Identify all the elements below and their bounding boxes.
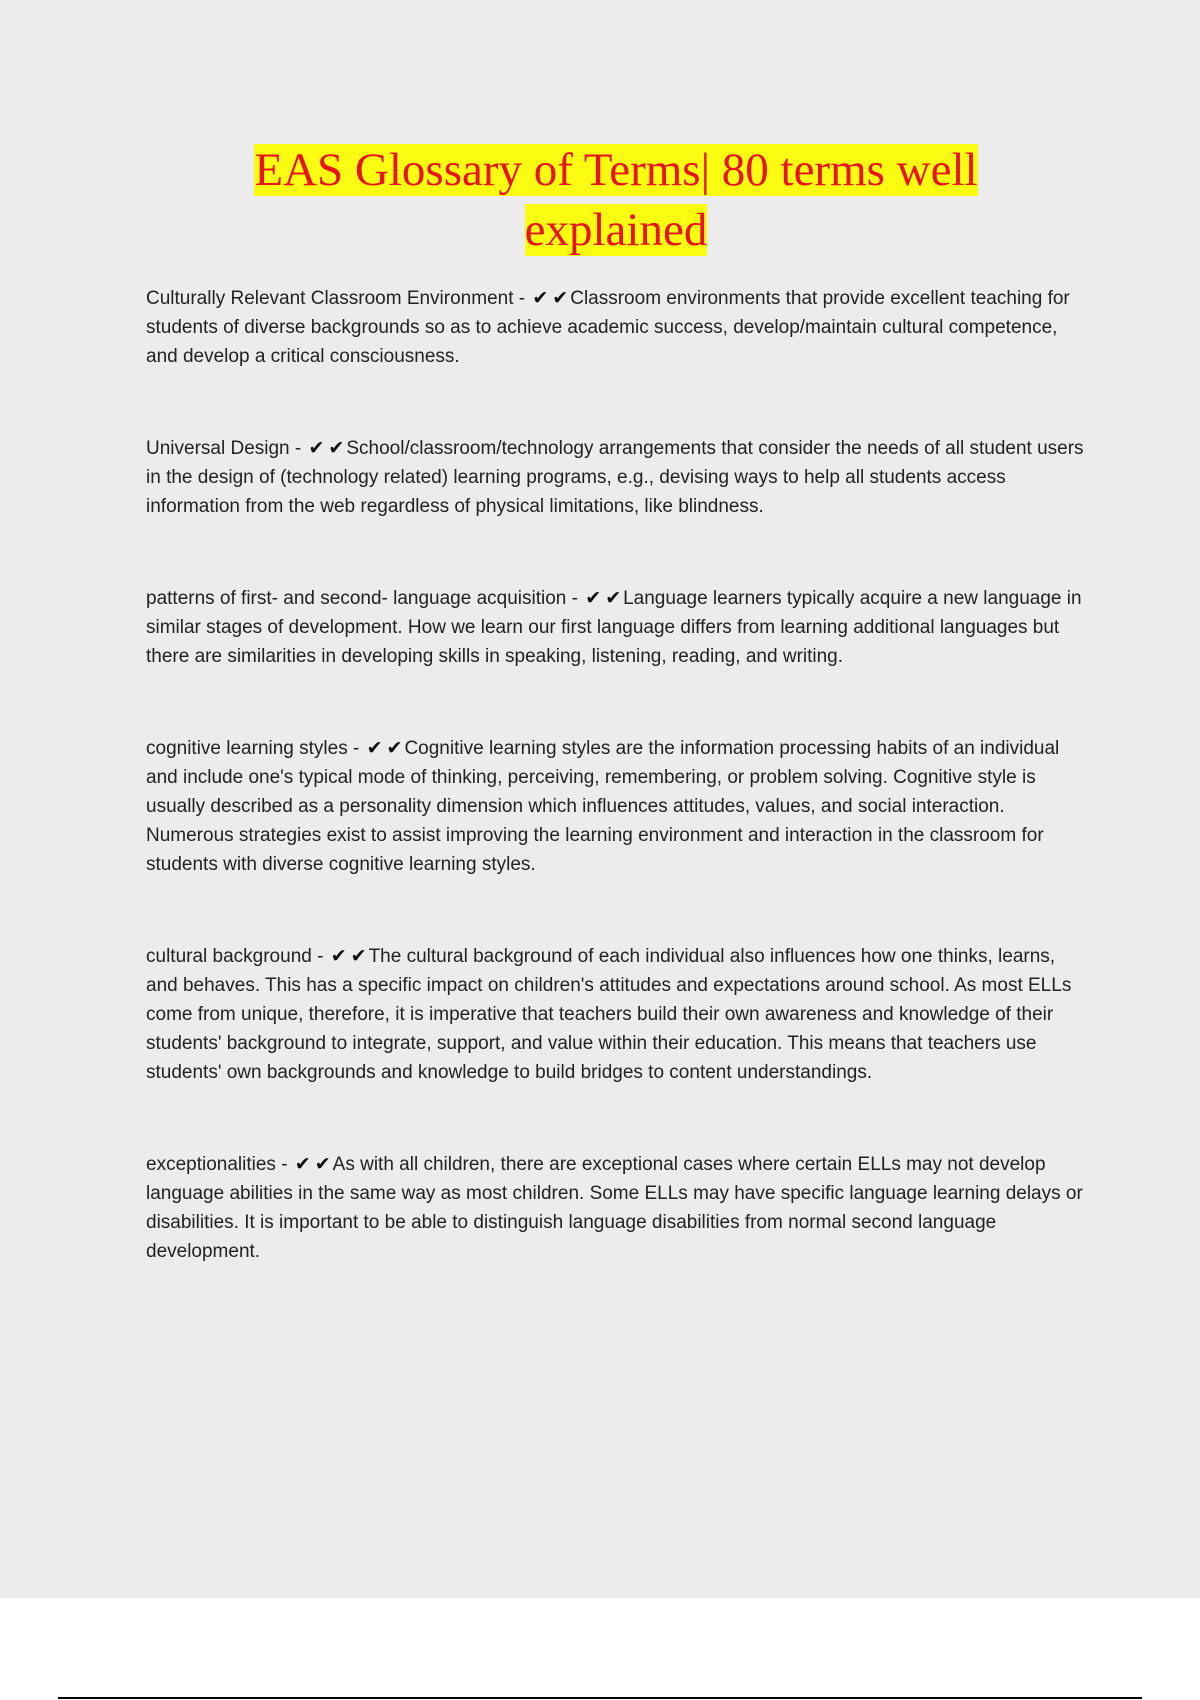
check-icon: ✔ <box>552 288 569 309</box>
check-icon: ✔ <box>330 946 347 967</box>
glossary-entries <box>146 284 1086 1329</box>
glossary-entry <box>146 942 1086 1087</box>
glossary-entry <box>146 1150 1086 1266</box>
entry-definition: Language learners typically acquire a new language in similar stages of development. How we learn our first language differs from learning additional languages but there are similarities in developing skills in speaking, listening, reading, and writing. <box>146 588 1082 667</box>
title-line-2: explained <box>524 204 708 256</box>
entry-term: cognitive learning styles - <box>146 738 365 759</box>
entry-term: cultural background - <box>146 946 329 967</box>
check-icon: ✔ <box>605 588 622 609</box>
check-icon: ✔ <box>314 1154 331 1175</box>
check-icon: ✔ <box>585 588 602 609</box>
glossary-entry <box>146 284 1086 371</box>
check-icon: ✔ <box>532 288 549 309</box>
glossary-entry <box>146 734 1086 879</box>
entry-definition: Cognitive learning styles are the information processing habits of an individual and include one's typical mode of thinking, perceiving, remembering, or problem solving. Cognitive style is usually described as a personality dimension which influences attitudes, values, and social interaction. Numerous strategies exist to assist improving the learning environment and interaction in the classroom for students with diverse cognitive learning styles. <box>146 738 1060 875</box>
check-icon: ✔ <box>294 1154 311 1175</box>
entry-term: patterns of first- and second- language acquisition - <box>146 588 584 609</box>
glossary-entry <box>146 434 1086 521</box>
entry-term: exceptionalities - <box>146 1154 293 1175</box>
title-line-1: EAS Glossary of Terms| 80 terms well <box>254 144 978 196</box>
check-icon: ✔ <box>308 438 325 459</box>
page-divider <box>58 1697 1142 1699</box>
entry-definition: Classroom environments that provide excellent teaching for students of diverse backgrounds so as to achieve academic success, develop/maintain cultural competence, and develop a critical consciousness. <box>146 288 1070 367</box>
document-title <box>0 140 1200 260</box>
glossary-entry <box>146 584 1086 671</box>
entry-definition: As with all children, there are exceptional cases where certain ELLs may not develop language abilities in the same way as most children. Some ELLs may have specific language learning delays or disabilities. It is important to be able to distinguish language disabilities from normal second language development. <box>146 1154 1083 1262</box>
check-icon: ✔ <box>328 438 345 459</box>
entry-definition: School/classroom/technology arrangements that consider the needs of all student users in the design of (technology related) learning programs, e.g., devising ways to help all students access information from the web regardless of physical limitations, like blindness. <box>146 438 1084 517</box>
entry-term: Universal Design - <box>146 438 307 459</box>
entry-term: Culturally Relevant Classroom Environment - <box>146 288 531 309</box>
check-icon: ✔ <box>350 946 367 967</box>
entry-definition: The cultural background of each individual also influences how one thinks, learns, and behaves. This has a specific impact on children's attitudes and expectations around school. As most ELLs come from unique, therefore, it is imperative that teachers build their own awareness and knowledge of their students' background to integrate, support, and value within their education. This means that teachers use students' own backgrounds and knowledge to build bridges to content understandings. <box>146 946 1072 1083</box>
check-icon: ✔ <box>366 738 383 759</box>
check-icon: ✔ <box>386 738 403 759</box>
